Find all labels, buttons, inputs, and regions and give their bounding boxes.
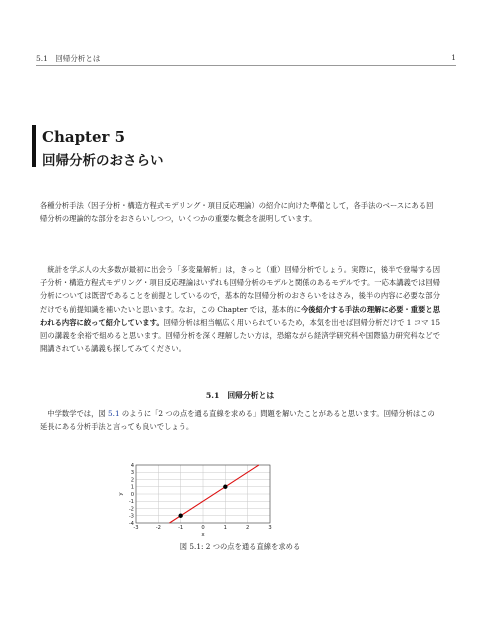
x-axis-label: x <box>201 532 205 538</box>
y-tick-label: 3 <box>130 470 134 477</box>
x-tick-label: 3 <box>268 525 272 531</box>
y-tick-labels <box>129 463 135 527</box>
data-point <box>178 514 182 518</box>
section-title: 回帰分析とは <box>227 391 275 400</box>
x-tick-label: -3 <box>133 525 139 531</box>
x-tick-label: 2 <box>246 525 250 531</box>
chart-grid <box>136 465 270 523</box>
x-tick-label: -2 <box>155 525 161 531</box>
y-tick-label: 2 <box>130 477 134 484</box>
figure-reference-link[interactable]: 5.1 <box>108 409 120 418</box>
chapter-title: 回帰分析のおさらい <box>42 153 164 169</box>
y-tick-label: -3 <box>128 513 134 520</box>
x-tick-labels <box>133 525 271 531</box>
y-tick-label: -4 <box>128 520 134 527</box>
x-tick-label: 1 <box>223 525 227 531</box>
chapter-label: Chapter 5 <box>42 128 126 146</box>
figure-caption: 図 5.1: 2 つの点を通る直線を求める <box>179 542 301 551</box>
header-page-number: 1 <box>451 53 456 62</box>
x-tick-label: 0 <box>201 525 205 531</box>
chapter-marker-bar <box>32 125 36 167</box>
y-tick-label: -2 <box>128 506 134 513</box>
paragraph-text-1: 統計を学ぶ人の大多数が最初に出会う「多変量解析」は，きっと（重）回帰分析でしょう。実際に，後半で登場する因子分析・構造方程式モデリング・項目反応理論はいずれも回帰分析のモデルと関係のあるモデルです。一応本講義では回帰分析については既習であることを前提としているので，基本的な回帰分析のおさらいをはさみ，後半の内容に必要な部分だけでも前提知識を補いたいと思います。なお，この Chapter では，基本的に <box>40 265 441 314</box>
header-rule <box>36 65 456 66</box>
y-tick-label: 4 <box>130 462 134 469</box>
header-section-title: 5.1 回帰分析とは <box>36 54 101 63</box>
data-point <box>223 485 227 489</box>
body-paragraph <box>40 263 440 355</box>
y-tick-label: 1 <box>130 484 134 491</box>
y-axis-label: y <box>118 492 124 496</box>
regression-figure <box>118 462 278 542</box>
section-text-1: 中学数学では，図 <box>47 409 108 418</box>
section-heading <box>0 390 480 401</box>
y-tick-label: 0 <box>130 491 134 498</box>
section-text-2: のように「2 つの点を通る直線を求める」問題を解いたことがあると思います。回帰分析はこの延長にある分析手法と言っても良いでしょう。 <box>40 409 435 432</box>
chapter-intro: 各種分析手法（因子分析・構造方程式モデリング・項目反応理論）の紹介に向けた準備として，各手法のベースにある回帰分析の理論的な部分をおさらいしつつ，いくつかの重要な概念を説明しています。 <box>40 201 434 224</box>
y-tick-label: -1 <box>128 499 134 506</box>
paragraph-text-2: 回帰分析は相当幅広く用いられているため，本気を出せば回帰分析だけで 1 コマ 15 回の講義を余裕で組めると思います。回帰分析を深く理解したい方は，恐縮ながら経済学研究科や国際協力研究科などで開講されている講義も探してみてください。 <box>40 317 441 354</box>
section-paragraph <box>40 407 440 433</box>
x-tick-label: -1 <box>178 525 184 531</box>
paragraph-bold-text: 今後紹介する手法の理解に必要・重要と思われる内容に絞って紹介しています。 <box>40 304 440 327</box>
section-number: 5.1 <box>205 391 220 400</box>
running-header <box>36 53 456 64</box>
